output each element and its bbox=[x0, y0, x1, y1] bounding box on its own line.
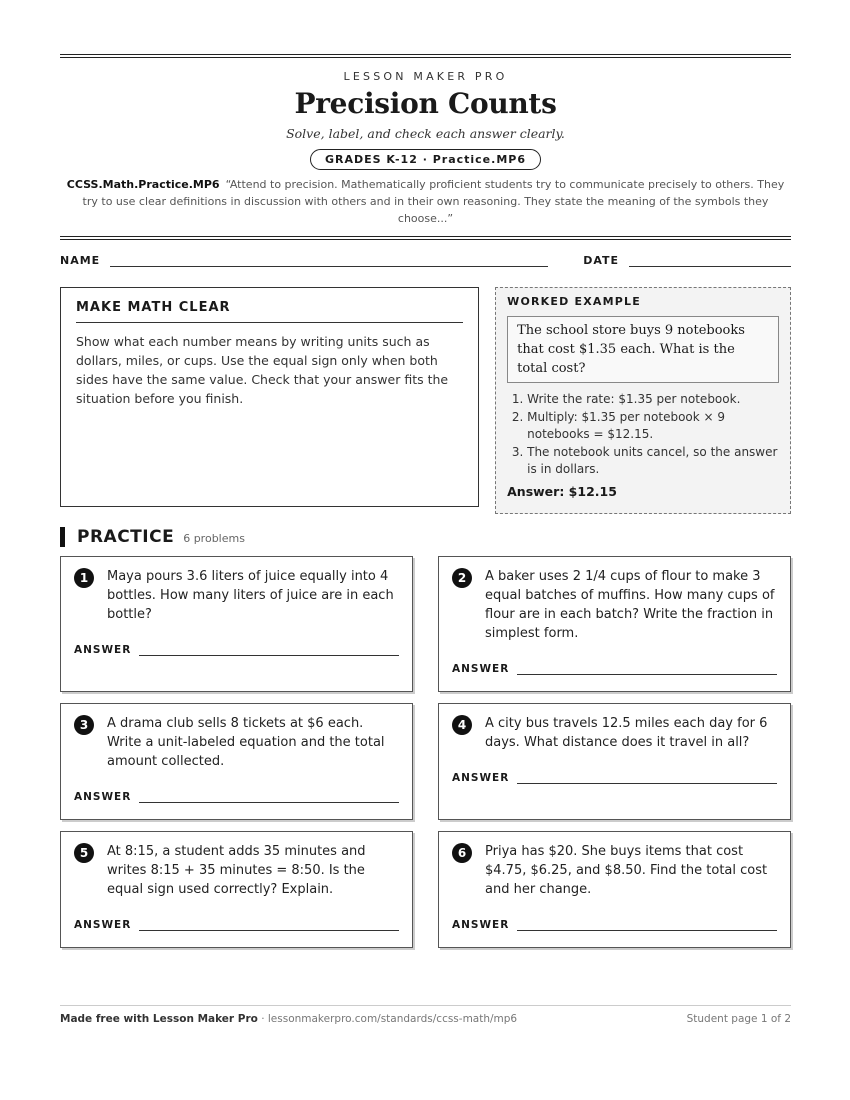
problem-card-6 bbox=[438, 831, 791, 948]
answer-field[interactable] bbox=[139, 921, 399, 931]
practice-grid bbox=[60, 556, 791, 948]
standard-description bbox=[60, 176, 791, 227]
footer-url-link[interactable]: lessonmakerpro.com/standards/ccss-math/mp6 bbox=[267, 1013, 518, 1025]
header-bottom-rule bbox=[60, 236, 791, 240]
brand-name: LESSON MAKER PRO bbox=[343, 70, 508, 83]
problem-number: 1 bbox=[74, 568, 94, 588]
standard-code: CCSS.Math.Practice.MP6 bbox=[66, 178, 220, 191]
worked-example-step: 2. Multiply: $1.35 per notebook × 9 notebooks = $12.15. bbox=[527, 409, 779, 444]
answer-label: ANSWER bbox=[74, 644, 132, 656]
date-field[interactable] bbox=[629, 254, 791, 267]
answer-field[interactable] bbox=[517, 774, 777, 784]
problem-text: A baker uses 2 1/4 cups of flour to make 3 equal batches of muffins. How many cups of flour are in each batch? Write the fraction in simplest form. bbox=[485, 569, 775, 641]
answer-field[interactable] bbox=[139, 793, 399, 803]
name-date-row bbox=[60, 254, 791, 267]
answer-field[interactable] bbox=[517, 921, 777, 931]
problem-number: 2 bbox=[452, 568, 472, 588]
problem-number: 5 bbox=[74, 843, 94, 863]
name-label: NAME bbox=[60, 254, 101, 267]
worked-example-heading: WORKED EXAMPLE bbox=[507, 295, 641, 308]
answer-label: ANSWER bbox=[452, 663, 510, 675]
problem-card-1 bbox=[60, 556, 413, 692]
problem-card-5 bbox=[60, 831, 413, 948]
standard-quote: “Attend to precision. Mathematically proficient students try to communicate precisely to others. They try to use clear definitions in discussion with others and in their own reasoning. They state the meaning of the symbols they choose...” bbox=[82, 178, 785, 225]
worked-example-step: 3. The notebook units cancel, so the answer is in dollars. bbox=[527, 444, 779, 479]
footer-credit bbox=[60, 1013, 517, 1025]
footer-made: Made free with Lesson Maker Pro bbox=[60, 1013, 258, 1025]
practice-count: 6 problems bbox=[183, 532, 245, 545]
page-title: Precision Counts bbox=[294, 87, 557, 120]
worksheet-page bbox=[60, 54, 791, 948]
make-math-clear-box bbox=[60, 287, 479, 507]
name-field[interactable] bbox=[110, 254, 548, 267]
problem-number: 3 bbox=[74, 715, 94, 735]
page-subtitle: Solve, label, and check each answer clearly. bbox=[286, 126, 565, 141]
practice-title: PRACTICE bbox=[77, 527, 175, 547]
answer-label: ANSWER bbox=[74, 919, 132, 931]
problem-text: A drama club sells 8 tickets at $6 each. Write a unit-labeled equation and the total amount collected. bbox=[107, 716, 385, 769]
practice-header bbox=[60, 527, 791, 547]
worked-example-answer: Answer: $12.15 bbox=[507, 483, 617, 499]
problem-number: 4 bbox=[452, 715, 472, 735]
footer-page-number: Student page 1 of 2 bbox=[686, 1013, 791, 1025]
worked-example-steps bbox=[507, 391, 779, 479]
problem-text: Priya has $20. She buys items that cost $4.75, $6.25, and $8.50. Find the total cost and her change. bbox=[485, 844, 768, 897]
answer-label: ANSWER bbox=[452, 772, 510, 784]
worked-example-step: 1. Write the rate: $1.35 per notebook. bbox=[527, 391, 779, 409]
answer-label: ANSWER bbox=[452, 919, 510, 931]
problem-card-3 bbox=[60, 703, 413, 820]
problem-text: Maya pours 3.6 liters of juice equally into 4 bottles. How many liters of juice are in each bottle? bbox=[107, 569, 394, 622]
worked-example-problem: The school store buys 9 notebooks that cost $1.35 each. What is the total cost? bbox=[507, 316, 779, 383]
answer-label: ANSWER bbox=[74, 791, 132, 803]
make-math-clear-heading: MAKE MATH CLEAR bbox=[76, 300, 463, 323]
grade-badge-wrap bbox=[60, 148, 791, 170]
problem-text: A city bus travels 12.5 miles each day for 6 days. What distance does it travel in all? bbox=[485, 716, 768, 750]
make-math-clear-body: Show what each number means by writing units such as dollars, miles, or cups. Use the equal sign only when both sides have the same value. Check that your answer fits the situation before you finish. bbox=[76, 334, 449, 406]
problem-number: 6 bbox=[452, 843, 472, 863]
grade-badge: GRADES K-12 · Practice.MP6 bbox=[310, 149, 541, 170]
worked-example-box bbox=[495, 287, 791, 514]
problem-text: At 8:15, a student adds 35 minutes and writes 8:15 + 35 minutes = 8:50. Is the equal sign used correctly? Explain. bbox=[107, 844, 366, 897]
page-footer bbox=[60, 1005, 791, 1025]
problem-card-2 bbox=[438, 556, 791, 692]
intro-section bbox=[60, 287, 791, 514]
problem-card-4 bbox=[438, 703, 791, 820]
date-label: DATE bbox=[583, 254, 619, 267]
answer-field[interactable] bbox=[517, 665, 777, 675]
header-top-rule bbox=[60, 54, 791, 58]
answer-field[interactable] bbox=[139, 646, 399, 656]
footer-separator: · bbox=[257, 1013, 268, 1025]
